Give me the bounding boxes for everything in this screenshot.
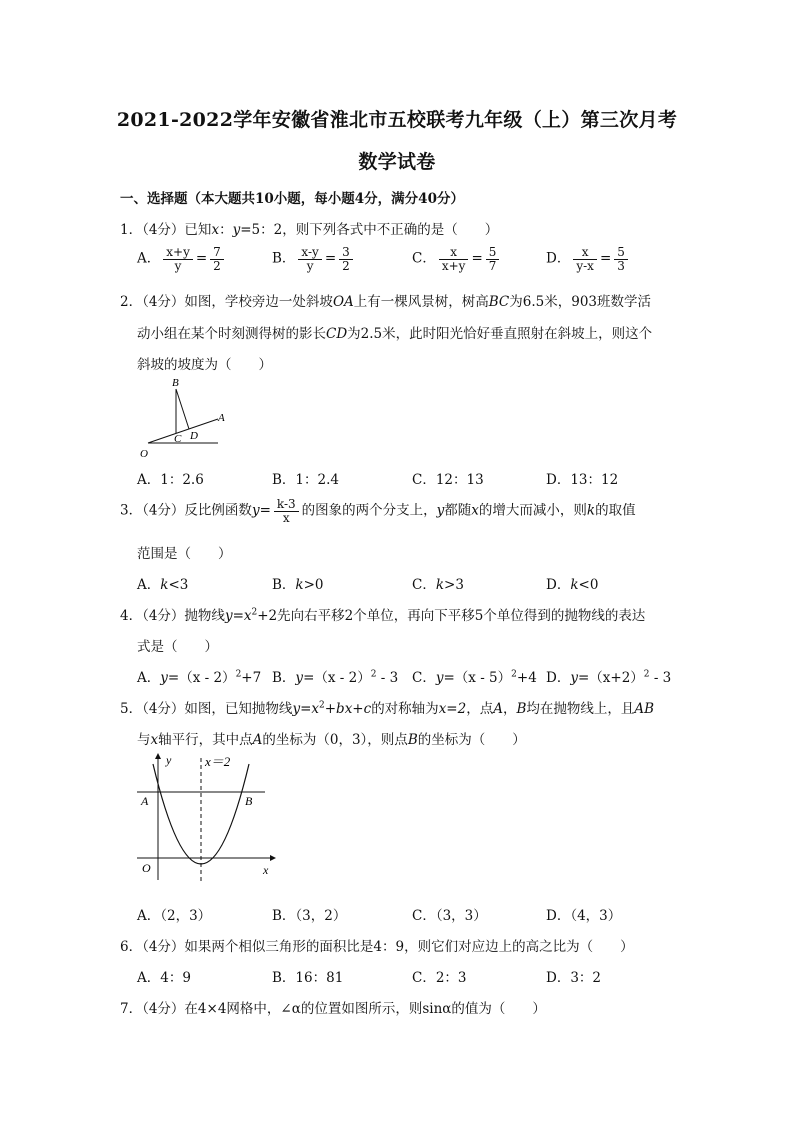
q2-option-a[interactable]: A．1：2.6 <box>137 472 204 488</box>
q3-option-b[interactable]: B．k>0 <box>272 577 324 593</box>
question-2-line-2: 动小组在某个时刻测得树的影长CD为2.5米，此时阳光恰好垂直照射在斜坡上，则这个 <box>137 326 653 342</box>
parabola-figure <box>137 750 282 885</box>
label-d: D <box>190 430 198 442</box>
q6-option-a[interactable]: A．4：9 <box>137 970 191 986</box>
q5-option-c[interactable]: C．（3，3） <box>412 908 487 924</box>
label-c: C <box>174 433 182 445</box>
q6-option-c[interactable]: C．2：3 <box>412 970 467 986</box>
q4-option-b[interactable]: B．y=（x - 2）$^2$ - 3 <box>272 669 399 686</box>
question-1-stem: 1．（4分）已知x：y=5：2，则下列各式中不正确的是（ ） <box>120 222 499 238</box>
q1-option-d[interactable]: D． $\frac{x}{y-x}$ = $\frac{5}{3}$ <box>546 246 631 272</box>
q1-option-a[interactable]: A． $\frac{x+y}{y}$ = $\frac{7}{2}$ <box>137 246 227 272</box>
label-x: x <box>263 863 269 877</box>
q4-option-c[interactable]: C．y=（x - 5）$^2$+4 <box>412 669 537 686</box>
label-o: O <box>142 861 151 875</box>
q2-option-c[interactable]: C．12：13 <box>412 472 484 488</box>
question-7-stem: 7．（4分）在4×4网格中，∠α的位置如图所示，则sinα的值为（ ） <box>120 1001 546 1017</box>
question-5-stem: 5．（4分）如图，已知抛物线$y=x^2+bx+c$的对称轴为x=2，点A，B均在抛物线上，且AB <box>120 700 655 717</box>
question-4-stem: 4．（4分）抛物线$y=x^2+2$先向右平移2个单位，再向下平移5个单位得到的抛物线的表达 <box>120 607 646 624</box>
q1-option-b[interactable]: B． $\frac{x-y}{y}$ = $\frac{3}{2}$ <box>272 246 356 272</box>
label-b: B <box>245 794 253 808</box>
q2-option-b[interactable]: B．1：2.4 <box>272 472 339 488</box>
question-4-line-2: 式是（ ） <box>137 639 218 655</box>
q6-option-d[interactable]: D．3：2 <box>546 970 602 986</box>
question-3-stem: 3．（4分）反比例函数y= $\frac{k-3}{x}$ 的图象的两个分支上，y都随x的增大而减小，则k的取值 <box>120 497 636 525</box>
label-a: A <box>218 412 225 424</box>
label-b: B <box>172 377 179 389</box>
question-2-line-1: 2．（4分）如图，学校旁边一处斜坡OA上有一棵风景树，树高BC为6.5米，903班数学活 <box>120 294 652 310</box>
q3-option-c[interactable]: C．k>3 <box>412 577 464 593</box>
q1-option-c[interactable]: C． $\frac{x}{x+y}$ = $\frac{5}{7}$ <box>412 246 502 272</box>
q2-option-d[interactable]: D．13：12 <box>546 472 619 488</box>
q6-option-b[interactable]: B．16：81 <box>272 970 344 986</box>
q4-option-a[interactable]: A．y=（x - 2）$^2$+7 <box>137 669 262 686</box>
label-y: y <box>166 753 172 767</box>
exam-title: 2021-2022学年安徽省淮北市五校联考九年级（上）第三次月考 <box>116 109 678 131</box>
section-heading: 一、选择题（本大题共10小题，每小题4分，满分40分） <box>120 191 464 207</box>
q5-option-a[interactable]: A．（2，3） <box>137 908 212 924</box>
sunray-line-bd <box>176 389 189 429</box>
label-a: A <box>141 794 149 808</box>
q5-option-d[interactable]: D．（4，3） <box>546 908 622 924</box>
q5-option-b[interactable]: B．（3，2） <box>272 908 347 924</box>
slope-line-oa <box>148 419 218 443</box>
label-axis-x2: x＝2 <box>205 754 231 769</box>
exam-subtitle: 数学试卷 <box>358 151 436 173</box>
q4-option-d[interactable]: D．$y=(x+2)^2 - 3$ <box>546 669 672 686</box>
q3-option-a[interactable]: A．k<3 <box>137 577 189 593</box>
question-5-line-2: 与x轴平行，其中点A的坐标为（0，3），则点B的坐标为（ ） <box>137 732 526 748</box>
question-2-line-3: 斜坡的坡度为（ ） <box>137 357 272 373</box>
label-o: O <box>140 448 148 460</box>
question-3-line-2: 范围是（ ） <box>137 546 232 562</box>
q3-option-d[interactable]: D．k<0 <box>546 577 599 593</box>
question-6-stem: 6．（4分）如果两个相似三角形的面积比是4：9，则它们对应边上的高之比为（ ） <box>120 939 634 955</box>
slope-tree-figure <box>140 372 235 462</box>
